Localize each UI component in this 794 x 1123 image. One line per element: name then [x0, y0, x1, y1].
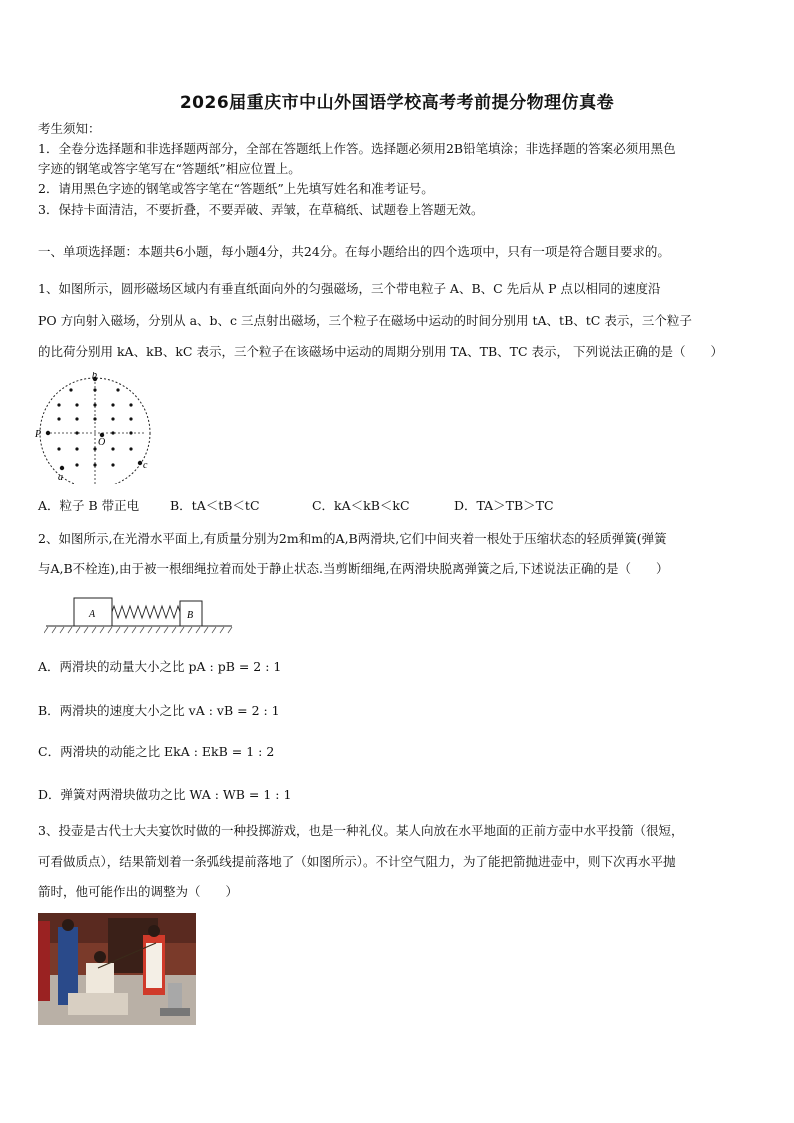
notice-item-2: 2．请用黑色字迹的钢笔或答字笔在“答题纸”上先填写姓名和准考证号。	[38, 181, 434, 196]
q1-option-c[interactable]: C．kA＜kB＜kC	[311, 498, 410, 513]
label-b: b	[92, 372, 97, 381]
q3-line-2: 可看做质点），结果箭划着一条弧线提前落地了（如图所示）。不计空气阻力，为了能把箭抛进壶中，则下次再水平抛	[38, 854, 676, 869]
q3-line-1: 3、投壶是古代士大夫宴饮时做的一种投掷游戏，也是一种礼仪。某人向放在水平地面的正前方壶中水平投箭（很短，	[38, 823, 684, 838]
q1-options	[38, 497, 758, 515]
q1-option-b[interactable]: B．tA＜tB＜tC	[169, 498, 260, 513]
notice-item-1-cont: 字迹的钢笔或答字笔写在“答题纸”相应位置上。	[38, 161, 301, 176]
block-b-label: B	[187, 610, 194, 621]
touhu-photo	[38, 913, 196, 1025]
q2-line-1: 2、如图所示,在光滑水平面上,有质量分别为2m和m的A,B两滑块,它们中间夹着一根处于压缩状态的轻质弹簧(弹簧	[38, 531, 667, 546]
q1-line-1: 1、如图所示，圆形磁场区域内有垂直纸面向外的匀强磁场，三个带电粒子 A、B、C 先后从 P 点以相同的速度沿	[38, 281, 661, 296]
label-a: a	[58, 472, 63, 483]
q2-option-b[interactable]: B．两滑块的速度大小之比 vA : vB = 2 : 1	[38, 703, 280, 718]
q2-option-a[interactable]: A．两滑块的动量大小之比 pA : pB = 2 : 1	[38, 659, 282, 674]
q1-option-d[interactable]: D．TA＞TB＞TC	[453, 498, 554, 513]
q1-line-3: 的比荷分别用 kA、kB、kC 表示，三个粒子在该磁场中运动的周期分别用 TA、TB、TC 表示， 下列说法正确的是（ ）	[38, 344, 723, 359]
label-P: P	[35, 429, 42, 440]
q1-option-a[interactable]: A．粒子 B 带正电	[38, 498, 140, 513]
q1-line-2: PO 方向射入磁场，分别从 a、b、c 三点射出磁场，三个粒子在磁场中运动的时间分别用 tA、tB、tC 表示，三个粒子	[38, 313, 692, 328]
section-heading: 一、单项选择题：本题共6小题，每小题4分，共24分。在每小题给出的四个选项中，只有一项是符合题目要求的。	[38, 244, 670, 259]
q2-option-c[interactable]: C．两滑块的动能之比 EkA : EkB = 1 : 2	[38, 744, 275, 759]
notice-heading: 考生须知：	[38, 121, 101, 136]
q2-line-2: 与A,B不栓连),由于被一根细绳拉着而处于静止状态.当剪断细绳,在两滑块脱离弹簧之后,下述说法正确的是（ ）	[38, 561, 669, 576]
page-title: 2026届重庆市中山外国语学校高考考前提分物理仿真卷	[179, 93, 615, 113]
block-a-label: A	[89, 609, 96, 620]
notice-item-3: 3．保持卡面清洁，不要折叠，不要弄破、弄皱，在草稿纸、试题卷上答题无效。	[38, 202, 484, 217]
label-c: c	[143, 460, 148, 471]
notice-item-1: 1．全卷分选择题和非选择题两部分，全部在答题纸上作答。选择题必须用2B铅笔填涂；非选择题的答案必须用黑色	[38, 141, 676, 156]
label-O: O	[98, 437, 106, 448]
magnetic-field-figure	[34, 372, 158, 484]
spring-blocks-figure	[44, 592, 234, 636]
q2-option-d[interactable]: D．弹簧对两滑块做功之比 WA : WB = 1 : 1	[38, 787, 292, 802]
q3-line-3: 箭时，他可能作出的调整为（ ）	[38, 884, 239, 899]
